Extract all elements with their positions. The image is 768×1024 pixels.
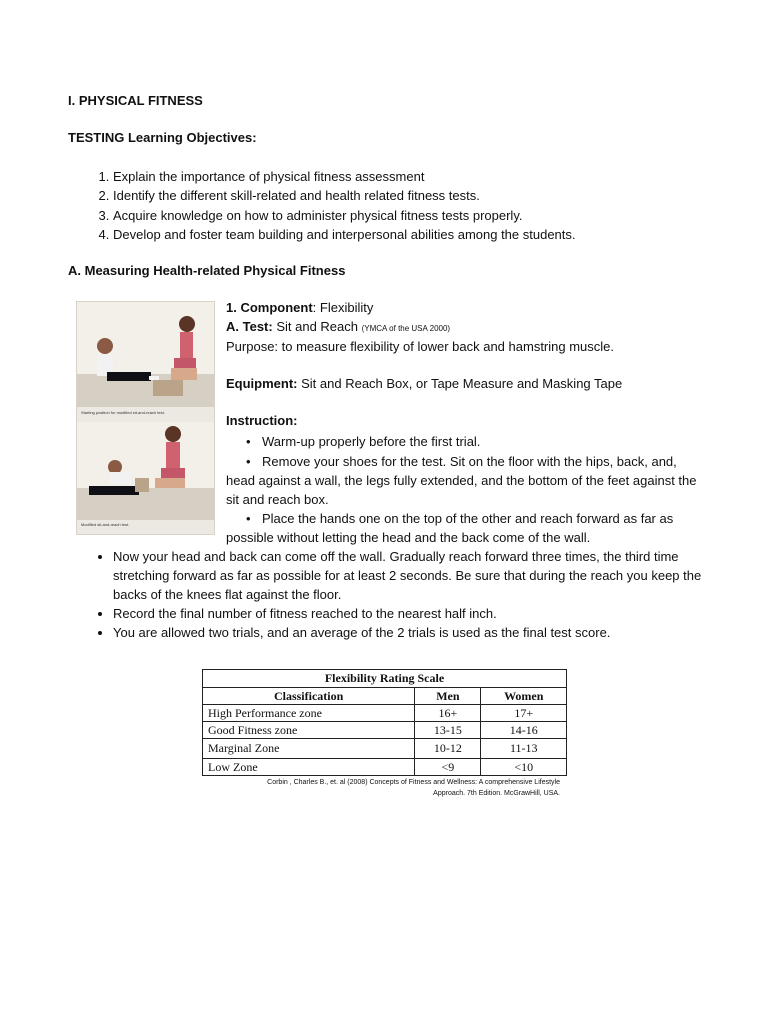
table-cell: 17+ [481, 705, 567, 722]
table-title: Flexibility Rating Scale [203, 670, 567, 688]
component-value: : Flexibility [312, 300, 374, 315]
test-value: Sit and Reach [272, 319, 362, 334]
test-source: (YMCA of the USA 2000) [361, 324, 451, 333]
table-cell: <10 [481, 759, 567, 776]
sit-and-reach-photo [76, 301, 215, 535]
equipment-label: Equipment: [226, 376, 298, 391]
instruction-item: • You are allowed two trials, and an average of the 2 trials is used as the final test score. [113, 623, 703, 642]
instruction-item [226, 452, 702, 509]
table-header: Classification [203, 688, 415, 705]
table-header: Women [481, 688, 567, 705]
table-cell: High Performance zone [203, 705, 415, 722]
objective-item: 2. Identify the different skill-related and health related fitness tests. [113, 186, 576, 205]
citation-line: Corbin , Charles B., et. al (2008) Concepts of Fitness and Wellness: A comprehensive Lifestyle [267, 779, 560, 786]
objective-item: 3. Acquire knowledge on how to administer physical fitness tests properly. [113, 206, 576, 225]
objectives-title: TESTING Learning Objectives: [68, 130, 257, 145]
test-label: A. Test: [226, 319, 273, 334]
objective-item: 4. Develop and foster team building and interpersonal abilities among the students. [113, 225, 576, 244]
photo-caption: Starting position for modified sit-and-reach test. [81, 410, 165, 415]
instruction-item [226, 509, 702, 547]
instruction-text: Remove your shoes for the test. Sit on the floor with the hips, back, and, head against a wall, the legs fully extended, and the bottom of the feet against the sit and reach box. [226, 454, 697, 507]
table-header: Men [415, 688, 481, 705]
instruction-title: Instruction: [226, 413, 298, 428]
citation [200, 777, 560, 799]
instruction-item: • Now your head and back can come off the wall. Gradually reach forward three times, the third time stretching forward as far as possible for at least 2 seconds. Be sure that during the reach you keep the backs of the knees flat against the floor. [113, 547, 703, 604]
photo-caption: Modified sit-and-reach test. [81, 522, 130, 527]
table-cell: 13-15 [415, 722, 481, 739]
component-line [226, 299, 373, 318]
instruction-text: Place the hands one on the top of the other and reach forward as far as possible without letting the head and the back come of the wall. [226, 511, 674, 545]
section-title: I. PHYSICAL FITNESS [68, 93, 203, 108]
equipment-value: Sit and Reach Box, or Tape Measure and Masking Tape [297, 376, 623, 391]
bullet-icon: • [246, 511, 251, 526]
table-cell: 14-16 [481, 722, 567, 739]
instruction-text: Warm-up properly before the first trial. [262, 434, 481, 449]
table-row [203, 705, 567, 722]
table-cell: 11-13 [481, 739, 567, 759]
objectives-list [88, 167, 576, 244]
table-cell: Low Zone [203, 759, 415, 776]
instruction-list-outer [88, 547, 703, 642]
table-row [203, 739, 567, 759]
table-row [203, 759, 567, 776]
table-row [203, 722, 567, 739]
bullet-icon: • [246, 434, 251, 449]
table-cell: <9 [415, 759, 481, 776]
instruction-item [226, 432, 702, 451]
table-cell: Good Fitness zone [203, 722, 415, 739]
flexibility-rating-table [202, 669, 567, 776]
citation-line: Approach. 7th Edition. McGrawHill, USA. [433, 790, 560, 797]
test-line [226, 318, 450, 339]
subsection-title: A. Measuring Health-related Physical Fitness [68, 263, 346, 278]
equipment-line [226, 375, 622, 394]
purpose-line: Purpose: to measure flexibility of lower back and hamstring muscle. [226, 339, 615, 354]
table-cell: Marginal Zone [203, 739, 415, 759]
objective-item: 1. Explain the importance of physical fitness assessment [113, 167, 576, 186]
table-cell: 10-12 [415, 739, 481, 759]
component-label: 1. Component [226, 300, 313, 315]
table-cell: 16+ [415, 705, 481, 722]
instruction-item: • Record the final number of fitness reached to the nearest half inch. [113, 604, 703, 623]
bullet-icon: • [246, 454, 251, 469]
